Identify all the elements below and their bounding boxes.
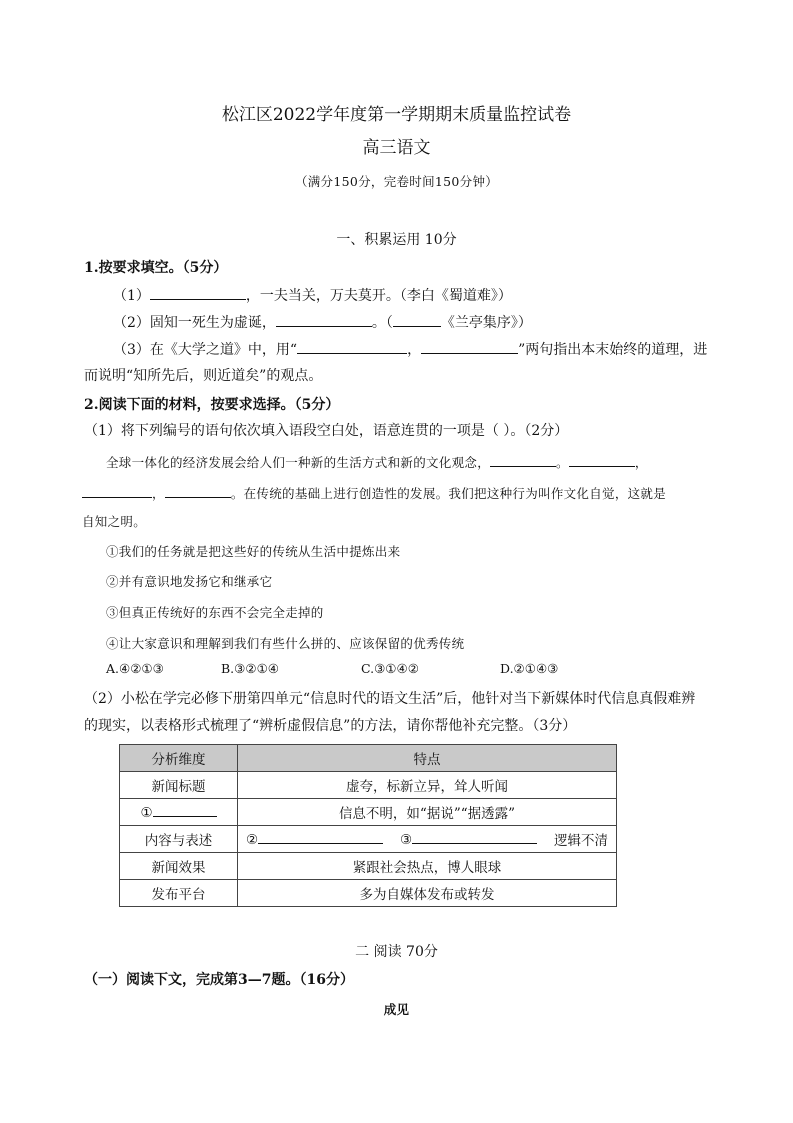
analysis-table bbox=[119, 744, 617, 907]
answer-blank[interactable] bbox=[153, 804, 217, 817]
answer-blank[interactable] bbox=[421, 339, 518, 354]
option-d[interactable]: D.②①④③ bbox=[500, 661, 559, 676]
table-row bbox=[120, 880, 617, 907]
question-2-sub-2-line-2: 的现实，以表格形式梳理了“辨析虚假信息”的方法，请你帮他补充完整。（3分） bbox=[84, 718, 577, 734]
question-1-item-2 bbox=[113, 312, 532, 333]
option-c[interactable]: C.③①④② bbox=[361, 661, 419, 676]
table-row bbox=[120, 826, 617, 853]
blank-marker: ② bbox=[246, 831, 259, 848]
item-text: 。（ bbox=[371, 315, 393, 331]
table-cell: 信息不明，如“据说”“据透露” bbox=[238, 799, 617, 826]
answer-blank[interactable] bbox=[150, 285, 246, 300]
answer-blank[interactable] bbox=[276, 312, 372, 327]
reading-part-1-label: （一）阅读下文，完成第3—7题。（16分） bbox=[84, 972, 354, 988]
passage-line-3: 自知之明。 bbox=[82, 514, 147, 529]
table-header-cell: 特点 bbox=[238, 745, 617, 772]
answer-blank[interactable] bbox=[412, 831, 537, 844]
item-text: 《兰亭集序》） bbox=[440, 315, 532, 331]
answer-blank[interactable] bbox=[297, 339, 407, 354]
item-text: （3）在《大学之道》中，用“ bbox=[113, 342, 298, 358]
item-text: ， bbox=[407, 342, 422, 358]
table-cell: 新闻效果 bbox=[120, 853, 238, 880]
passage-text: 。 bbox=[556, 455, 569, 470]
item-text: ”两句指出本末始终的道理，进 bbox=[518, 342, 708, 358]
section-two-heading: 二 阅读 70分 bbox=[355, 944, 438, 960]
table-cell: 紧跟社会热点，博人眼球 bbox=[238, 853, 617, 880]
table-cell-text: 逻辑不清 bbox=[554, 833, 608, 849]
question-1-item-3 bbox=[113, 339, 707, 360]
question-2-sub-1: （1）将下列编号的语句依次填入语段空白处，语意连贯的一项是（ ）。（2分） bbox=[84, 423, 569, 439]
blank-group bbox=[400, 831, 537, 848]
answer-blank[interactable] bbox=[490, 452, 556, 467]
sentence-4: ④让大家意识和理解到我们有些什么拼的、应该保留的优秀传统 bbox=[106, 636, 465, 651]
table-row bbox=[120, 799, 617, 826]
answer-blank[interactable] bbox=[393, 312, 441, 327]
exam-subject: 高三语文 bbox=[362, 138, 431, 158]
passage-line-2 bbox=[82, 483, 666, 504]
table-header-row bbox=[120, 745, 617, 772]
blank-group bbox=[246, 831, 383, 848]
passage-line-1 bbox=[106, 452, 648, 473]
sentence-1: ①我们的任务就是把这些好的传统从生活中提炼出来 bbox=[106, 544, 401, 559]
answer-blank[interactable] bbox=[82, 483, 152, 498]
question-1-item-3-continued: 而说明“知所先后，则近道矣”的观点。 bbox=[84, 368, 323, 384]
item-text: （2）固知一死生为虚诞， bbox=[113, 315, 276, 331]
passage-text: 全球一体化的经济发展会给人们一种新的生活方式和新的文化观念， bbox=[106, 455, 491, 470]
blank-marker: ③ bbox=[400, 831, 413, 848]
table-row bbox=[120, 772, 617, 799]
question-1-item-1 bbox=[113, 285, 512, 306]
passage-text: ， bbox=[152, 486, 165, 501]
table-cell: 虚夸，标新立异，耸人听闻 bbox=[238, 772, 617, 799]
sentence-2: ②并有意识地发扬它和继承它 bbox=[106, 574, 273, 589]
table-header-cell: 分析维度 bbox=[120, 745, 238, 772]
sentence-3: ③但真正传统好的东西不会完全走掉的 bbox=[106, 605, 324, 620]
section-one-heading: 一、积累运用 10分 bbox=[336, 232, 457, 248]
option-a[interactable]: A.④②①③ bbox=[106, 661, 164, 676]
passage-text: 。在传统的基础上进行创造性的发展。我们把这种行为叫作文化自觉，这就是 bbox=[230, 486, 667, 501]
passage-text: ， bbox=[634, 455, 648, 470]
item-text: ，一夫当关，万夫莫开。（李白《蜀道难》） bbox=[245, 288, 512, 304]
question-1-label: 1.按要求填空。（5分） bbox=[84, 260, 228, 276]
answer-blank[interactable] bbox=[569, 452, 635, 467]
table-cell bbox=[238, 826, 617, 853]
exam-title: 松江区2022学年度第一学期期末质量监控试卷 bbox=[221, 105, 572, 125]
table-cell: 新闻标题 bbox=[120, 772, 238, 799]
table-row bbox=[120, 853, 617, 880]
answer-blank[interactable] bbox=[258, 831, 383, 844]
table-cell: 内容与表述 bbox=[120, 826, 238, 853]
table-cell: 多为自媒体发布或转发 bbox=[238, 880, 617, 907]
option-b[interactable]: B.③②①④ bbox=[221, 661, 279, 676]
table-cell bbox=[120, 799, 238, 826]
table-cell: 发布平台 bbox=[120, 880, 238, 907]
question-2-sub-2-line-1: （2）小松在学完必修下册第四单元“信息时代的语文生活”后，他针对当下新媒体时代信息真假难辨 bbox=[84, 691, 696, 707]
item-number: （1） bbox=[113, 288, 150, 304]
exam-note: （满分150分，完卷时间150分钟） bbox=[294, 174, 499, 189]
article-title: 成见 bbox=[383, 1002, 410, 1017]
blank-marker: ① bbox=[140, 804, 153, 821]
answer-blank[interactable] bbox=[165, 483, 231, 498]
question-2-label: 2.阅读下面的材料，按要求选择。（5分） bbox=[84, 397, 340, 413]
